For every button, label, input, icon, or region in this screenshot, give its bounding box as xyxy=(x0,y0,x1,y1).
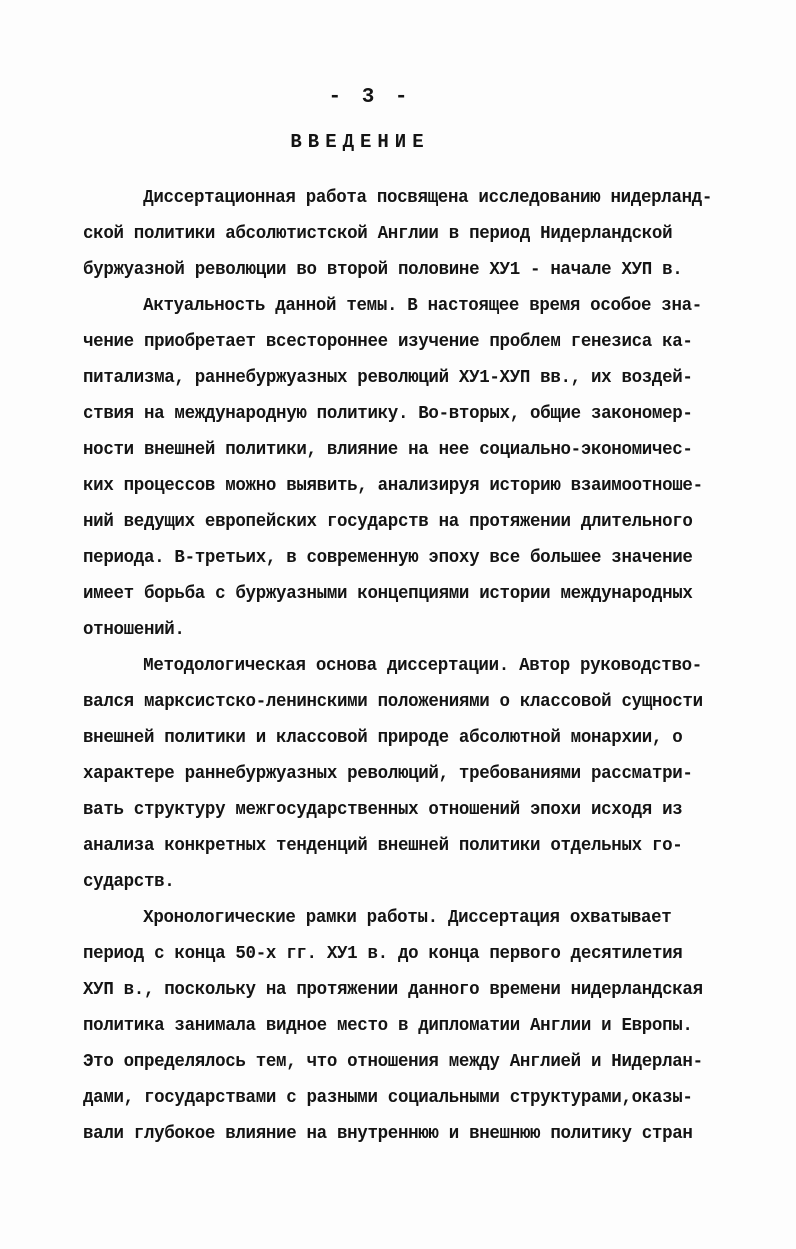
paragraph-chronology xyxy=(83,900,763,1152)
text-line: внешней политики и классовой природе абсолютной монархии, о xyxy=(83,727,683,748)
text-line: сударств. xyxy=(83,871,175,892)
paragraph-introduction xyxy=(83,180,763,288)
text-line: буржуазной революции во второй половине ХУ1 - начале ХУП в. xyxy=(83,259,683,280)
text-line: Диссертационная работа посвящена исследованию нидерланд- xyxy=(143,187,713,208)
text-line: вался марксистско-ленинскими положениями о классовой сущности xyxy=(83,691,703,712)
text-line: анализа конкретных тенденций внешней политики отдельных го- xyxy=(83,835,683,856)
text-line: характере раннебуржуазных революций, требованиями рассматри- xyxy=(83,763,693,784)
text-line: период с конца 50-х гг. ХУ1 в. до конца первого десятилетия xyxy=(83,943,683,964)
text-line: ний ведущих европейских государств на протяжении длительного xyxy=(83,511,693,532)
page-number: - 3 - xyxy=(328,86,412,109)
paragraph-relevance xyxy=(83,288,763,648)
text-line: политика занимала видное место в дипломатии Англии и Европы. xyxy=(83,1015,693,1036)
paragraph-methodology xyxy=(83,648,763,900)
text-line: чение приобретает всестороннее изучение проблем генезиса ка- xyxy=(83,331,693,352)
text-line: отношений. xyxy=(83,619,185,640)
text-line: ствия на международную политику. Во-вторых, общие закономер- xyxy=(83,403,693,424)
body-text xyxy=(83,180,763,1152)
text-line: дами, государствами с разными социальными структурами,оказы- xyxy=(83,1087,693,1108)
text-line: ких процессов можно выявить, анализируя историю взаимоотноше- xyxy=(83,475,703,496)
text-line: Методологическая основа диссертации. Автор руководство- xyxy=(143,655,702,676)
text-line: периода. В-третьих, в современную эпоху все большее значение xyxy=(83,547,693,568)
text-line: Актуальность данной темы. В настоящее время особое зна- xyxy=(143,295,702,316)
text-line: имеет борьба с буржуазными концепциями истории международных xyxy=(83,583,693,604)
text-line: ХУП в., поскольку на протяжении данного времени нидерландская xyxy=(83,979,703,1000)
text-line: Это определялось тем, что отношения между Англией и Нидерлан- xyxy=(83,1051,703,1072)
section-heading: ВВЕДЕНИЕ xyxy=(290,131,430,153)
text-line: ской политики абсолютистской Англии в период Нидерландской xyxy=(83,223,673,244)
text-line: вать структуру межгосударственных отношений эпохи исходя из xyxy=(83,799,683,820)
text-line: Хронологические рамки работы. Диссертация охватывает xyxy=(143,907,672,928)
text-line: вали глубокое влияние на внутреннюю и внешнюю политику стран xyxy=(83,1123,693,1144)
text-line: ности внешней политики, влияние на нее социально-экономичес- xyxy=(83,439,693,460)
text-line: питализма, раннебуржуазных революций ХУ1-ХУП вв., их воздей- xyxy=(83,367,693,388)
